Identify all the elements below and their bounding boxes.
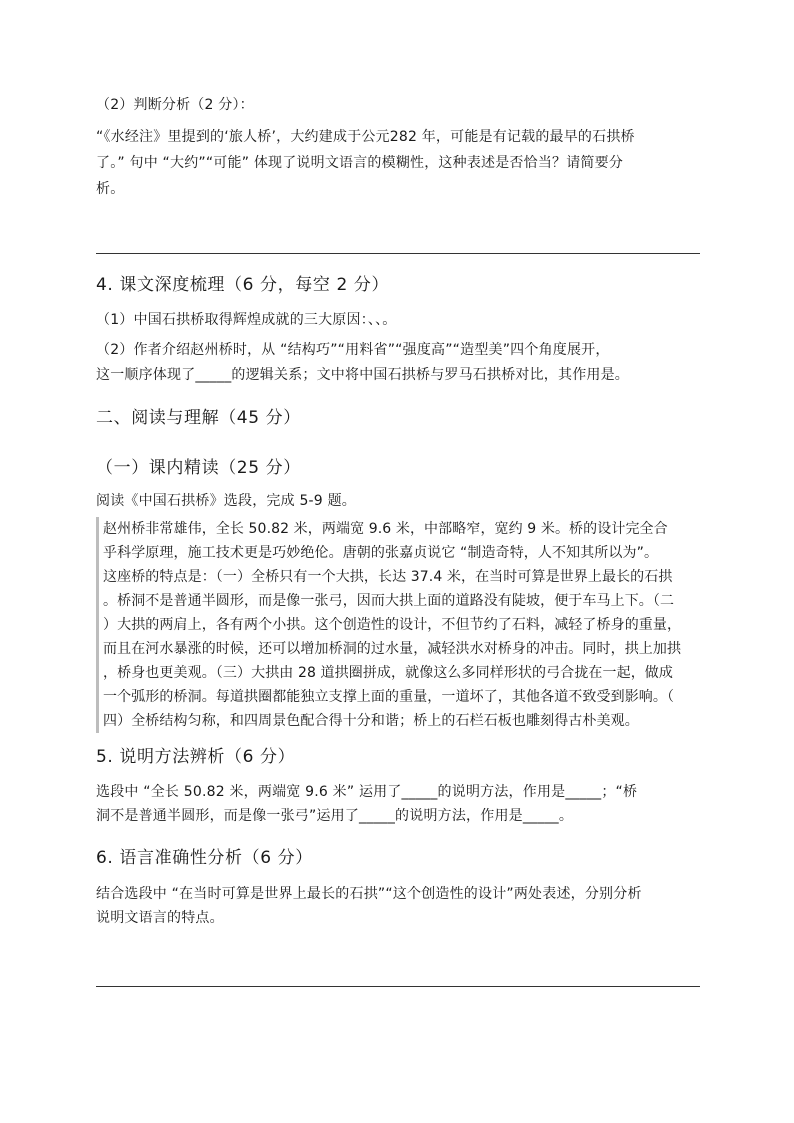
q3-2-text-line1: “《水经注》里提到的‘旅人桥’，大约建成于公元282 年，可能是有记载的最早的石拱桥 xyxy=(96,129,635,145)
passage-line: 赵州桥非常雄伟，全长 50.82 米，两端宽 9.6 米，中部略窄，宽约 9 米。桥的设计完全合 xyxy=(103,521,668,537)
passage-line: 四）全桥结构匀称，和四周景色配合得十分和谐；桥上的石栏石板也雕刻得古朴美观。 xyxy=(103,713,639,729)
part2-heading: 二、阅读与理解（45 分） xyxy=(96,408,301,428)
passage-line: 。桥洞不是普通半圆形，而是像一张弓，因而大拱上面的道路没有陡坡，便于车马上下。（二 xyxy=(103,593,675,609)
answer-line xyxy=(96,253,700,254)
q6-text-line1: 结合选段中 “在当时可算是世界上最长的石拱”“这个创造性的设计”两处表述，分别分析 xyxy=(96,886,642,902)
passage-line: 乎科学原理，施工技术更是巧妙绝伦。唐朝的张嘉贞说它 “制造奇特，人不知其所以为”。 xyxy=(103,545,659,561)
q5-text-line1: 选段中 “全长 50.82 米，两端宽 9.6 米” 运用了_____的说明方法，作用是_____；“桥 xyxy=(96,784,638,800)
q3-2-heading: （2）判断分析（2 分）： xyxy=(96,97,254,113)
q4-item2-line2: 这一顺序体现了_____的逻辑关系；文中将中国石拱桥与罗马石拱桥对比，其作用是。 xyxy=(96,367,629,383)
q6-heading: 6. 语言准确性分析（6 分） xyxy=(96,848,313,868)
answer-line xyxy=(96,986,700,987)
q4-heading: 4. 课文深度梳理（6 分，每空 2 分） xyxy=(96,275,390,295)
q4-item2-line1: （2）作者介绍赵州桥时，从 “结构巧”“用料省”“强度高”“造型美”四个角度展开， xyxy=(96,342,610,358)
q5-heading: 5. 说明方法辨析（6 分） xyxy=(96,747,296,767)
passage-line: 这座桥的特点是：（一）全桥只有一个大拱，长达 37.4 米，在当时可算是世界上最长的石拱 xyxy=(103,569,673,585)
q6-text-line2: 说明文语言的特点。 xyxy=(96,910,224,926)
q3-2-text-line3: 析。 xyxy=(96,181,125,197)
part2-sub-heading: （一）课内精读（25 分） xyxy=(96,458,301,478)
reading-instruction: 阅读《中国石拱桥》选段，完成 5-9 题。 xyxy=(96,493,356,509)
q3-2-text-line2: 了。” 句中 “大约”“可能” 体现了说明文语言的模糊性，这种表述是否恰当？请简要分 xyxy=(96,155,624,171)
q4-item1: （1）中国石拱桥取得辉煌成就的三大原因：、、。 xyxy=(96,312,397,328)
passage-line: 而且在河水暴涨的时候，还可以增加桥洞的过水量，减轻洪水对桥身的冲击。同时，拱上加拱 xyxy=(103,641,682,657)
q5-text-line2: 洞不是普通半圆形，而是像一张弓”运用了_____的说明方法，作用是_____。 xyxy=(96,808,574,824)
passage-line: 一个弧形的桥洞。每道拱圈都能独立支撑上面的重量，一道坏了，其他各道不致受到影响。（ xyxy=(103,689,675,705)
passage-line: ，桥身也更美观。（三）大拱由 28 道拱圈拼成，就像这么多同样形状的弓合拢在一起，做成 xyxy=(103,665,674,681)
passage-line: ）大拱的两肩上，各有两个小拱。这个创造性的设计，不但节约了石料，减轻了桥身的重量， xyxy=(103,617,682,633)
reading-passage xyxy=(96,517,696,733)
